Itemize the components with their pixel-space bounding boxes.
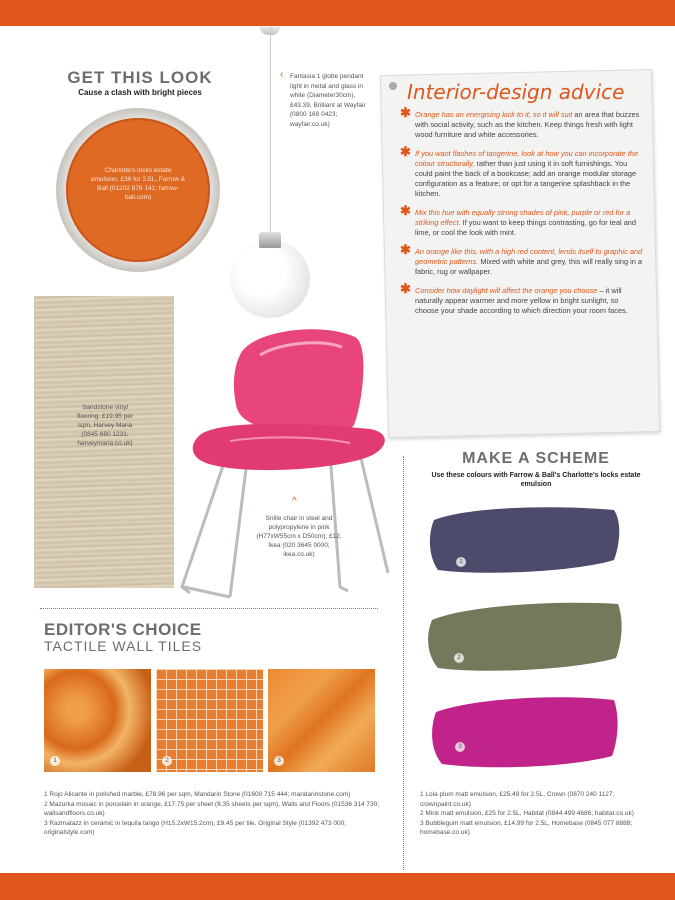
chair-seat [193,424,385,470]
pink-chair-image [170,325,400,625]
asterisk-icon: ✱ [400,281,411,296]
pin-icon [389,82,397,90]
tile-caption: 2 Mazurka mosaic in porcelain in orange, £17.75 per sheet (8.35 sheets per sqm), Walls and Floors (01536 314 730; wallsandfloors.co.uk) [44,800,380,817]
get-this-look-subtitle: Cause a clash with bright pieces [78,88,202,97]
chevron-up-icon: ^ [292,496,297,507]
advice-item: ✱ If you want flashes of tangerine, look at how you can incorporate the colour structurally, rather than just using it in soft furnishings. You could paint the back of a bookcase; add an orange modular storage configuration as a feature; or opt for a tangerine splashback in the kitchen. [400,144,639,198]
chair-caption: Snille chair in steel and polypropylene in pink (H77xW55cm x D50cm), £12, Ikea (020 3645 0000; ikea.co.uk) [256,515,342,558]
scheme-caption: 1 Lola plum matt emulsion, £25.49 for 2.5L, Crown (0870 240 1127; crownpaint.co.uk) [420,791,615,808]
vertical-divider [403,456,404,870]
pendant-caption: Fantasia 1 globe pendant light in metal and glass in white (Diameter30cm), £43.39, Brilliant at Wayfair (0800 169 0423; wayfair.co.uk) [290,73,366,128]
asterisk-icon: ✱ [400,203,411,218]
tile-ceramic-image [268,669,375,772]
editors-choice-subtitle: TACTILE WALL TILES [44,638,203,654]
swatch-2 [424,596,624,676]
scheme-caption: 2 Mink matt emulsion, £25 for 2.5L, Habitat (0844 499 4686; habitat.co.uk) [420,810,634,817]
tile-caption: 1 Rojo Alicante in polished marble, £78.96 per sqm, Mandarin Stone (01600 715 444; mandarinstone.com) [44,791,351,798]
get-this-look-title: GET THIS LOOK [67,68,213,87]
top-orange-bar [0,0,675,26]
swatch-number-3: 3 [455,742,465,752]
paint-caption: Charlotte's locks estate emulsion, £36 for 2.5L, Farrow & Ball (01202 876 141; farrow-ball.com) [90,167,186,201]
asterisk-icon: ✱ [400,144,411,159]
swatch-number-1: 1 [456,557,466,567]
tile-captions [44,790,384,838]
asterisk-icon: ✱ [400,105,411,120]
tile-marble-image [44,669,151,772]
scheme-captions [420,790,660,838]
floor-caption: Sandstone vinyl flooring, £19.95 per sqm, Harvey Maria (0845 680 1231; harveymaria.co.uk) [76,404,133,447]
horizontal-divider [40,608,378,609]
tile-mosaic-image [156,669,263,772]
scheme-caption: 3 Bubblegum matt emulsion, £14.99 for 2.5L, Homebase (0845 077 8888; homebase.co.uk) [420,819,633,836]
pendant-cap [259,232,281,248]
advice-list [400,105,644,325]
asterisk-icon: ✱ [400,242,411,257]
tile-number-2: 2 [162,756,172,766]
pendant-globe-image [230,240,310,318]
pendant-cord [270,26,271,240]
advice-item: ✱ Consider how daylight will affect the orange you choose – it will naturally appear warmer and more yellow in bright sunlight, so choose your shade according to which direction your room faces. [400,281,628,315]
editors-choice-title: EDITOR'S CHOICE [44,620,202,639]
advice-item: ✱ Orange has an energising kick to it, so it will suit an area that buzzes with social activity, such as the kitchen. Keep things fresh with light wood furniture and white accessories. [400,105,640,139]
advice-item: ✱ Mix this hue with equally strong shades of pink, purple or red for a striking effect. If you want to keep things contrasting, go for teal and lime, or cool the look with mint. [400,203,637,237]
advice-title: Interior-design advice [407,80,625,104]
tile-number-1: 1 [50,756,60,766]
swatch-3 [426,690,622,774]
make-a-scheme-title: MAKE A SCHEME [462,450,610,467]
make-a-scheme-subtitle: Use these colours with Farrow & Ball's Charlotte's locks estate emulsion [431,472,641,488]
swatch-1 [424,500,624,580]
paint-surface [66,118,210,262]
chevron-left-icon: ‹ [280,69,284,80]
swatch-number-2: 2 [454,653,464,663]
advice-item: ✱ An orange like this, with a high red content, lends itself to graphic and geometric patterns. Mixed with white and grey, this will really sing in a fabric, rug or wallpaper. [400,242,643,276]
bottom-orange-bar [0,873,675,900]
paint-tin-image [56,108,220,272]
tile-caption: 3 Razmatazz in ceramic in tequila tango (H15.2xW15.2cm), £9.45 per tile, Original Style (01392 473 000; originalstyle.com) [44,819,347,836]
tile-number-3: 3 [274,756,284,766]
